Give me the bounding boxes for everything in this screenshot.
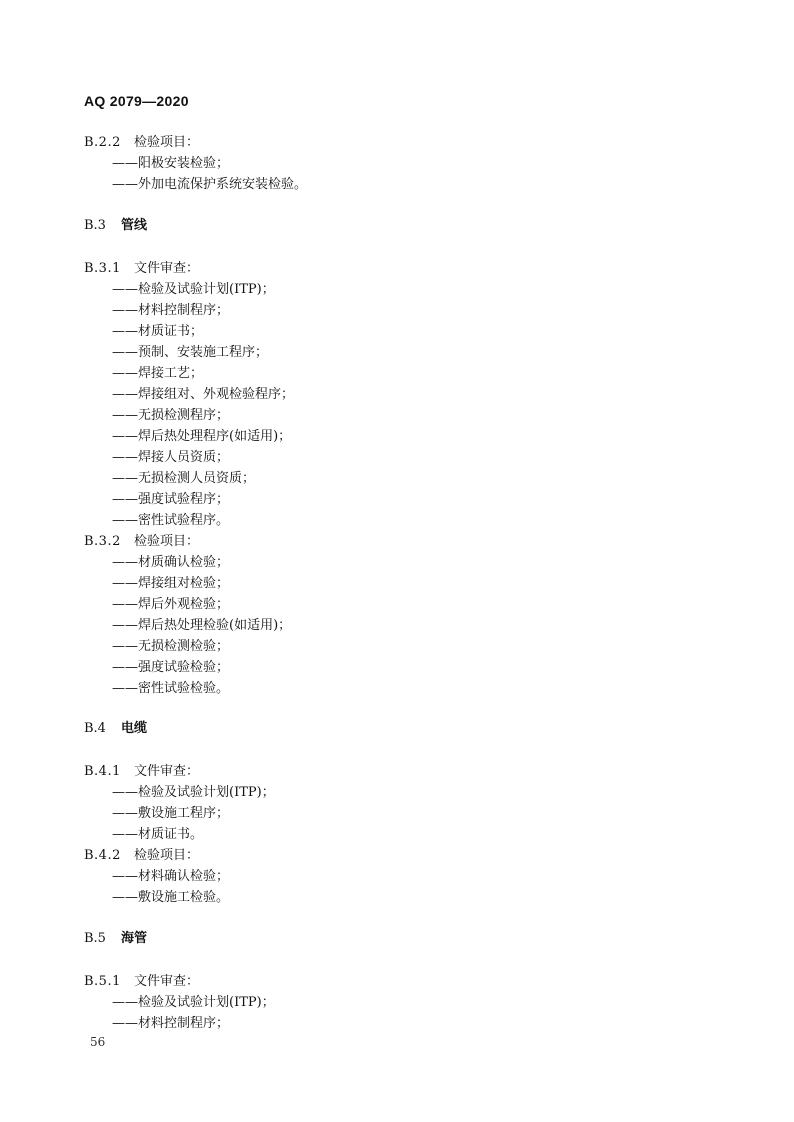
clause-heading <box>84 764 199 780</box>
list-item: ——敷设施工程序； <box>112 806 230 821</box>
list-item: ——密性试验检验。 <box>112 681 230 696</box>
list-item: ——材质证书。 <box>112 827 204 842</box>
list-item: ——材质确认检验； <box>112 555 230 570</box>
list-item: ——材料确认检验； <box>112 869 230 884</box>
section-heading <box>84 218 147 234</box>
section-heading <box>84 721 147 737</box>
section-heading <box>84 931 147 947</box>
list-item: ——敷设施工检验。 <box>112 890 230 905</box>
clause-title: 检验项目： <box>134 848 200 863</box>
clause-title: 管线 <box>121 218 148 233</box>
clause-heading <box>84 135 199 151</box>
clause-number: B.4 <box>84 721 106 736</box>
list-item: ——检验及试验计划(ITP)； <box>112 995 275 1010</box>
clause-number: B.4.2 <box>84 848 121 863</box>
clause-title: 检验项目： <box>134 534 200 549</box>
list-item: ——预制、安装施工程序； <box>112 345 269 360</box>
list-item: ——焊后外观检验； <box>112 597 230 612</box>
list-item: ——焊接组对、外观检验程序； <box>112 387 295 402</box>
clause-heading <box>84 534 199 550</box>
list-item: ——无损检测程序； <box>112 408 230 423</box>
standard-code: AQ 2079—2020 <box>84 93 189 109</box>
clause-title: 文件审查： <box>134 974 200 989</box>
list-item: ——焊后热处理程序(如适用)； <box>112 429 292 444</box>
list-item: ——材质证书； <box>112 324 204 339</box>
list-item: ——检验及试验计划(ITP)； <box>112 785 275 800</box>
clause-title: 海管 <box>121 931 148 946</box>
list-item: ——无损检测人员资质； <box>112 471 256 486</box>
list-item: ——检验及试验计划(ITP)； <box>112 282 275 297</box>
list-item: ——无损检测检验； <box>112 639 230 654</box>
list-item: ——强度试验检验； <box>112 660 230 675</box>
list-item: ——焊接工艺； <box>112 366 204 381</box>
list-item: ——密性试验程序。 <box>112 513 230 528</box>
clause-heading <box>84 974 199 990</box>
clause-number: B.4.1 <box>84 764 121 779</box>
clause-heading <box>84 848 199 864</box>
list-item: ——焊后热处理检验(如适用)； <box>112 618 292 633</box>
clause-number: B.3.1 <box>84 261 121 276</box>
clause-number: B.3 <box>84 218 106 233</box>
list-item: ——材料控制程序； <box>112 303 230 318</box>
list-item: ——焊接人员资质； <box>112 450 230 465</box>
clause-number: B.5 <box>84 931 106 946</box>
page-number: 56 <box>90 1035 106 1049</box>
clause-title: 文件审查： <box>134 764 200 779</box>
list-item: ——阳极安装检验； <box>112 156 230 171</box>
clause-number: B.5.1 <box>84 974 121 989</box>
list-item: ——焊接组对检验； <box>112 576 230 591</box>
clause-title: 文件审查： <box>134 261 200 276</box>
list-item: ——外加电流保护系统安装检验。 <box>112 177 308 192</box>
list-item: ——强度试验程序； <box>112 492 230 507</box>
clause-title: 电缆 <box>121 721 148 736</box>
clause-number: B.2.2 <box>84 135 121 150</box>
clause-heading <box>84 261 199 277</box>
list-item: ——材料控制程序； <box>112 1016 230 1031</box>
clause-title: 检验项目： <box>134 135 200 150</box>
clause-number: B.3.2 <box>84 534 121 549</box>
